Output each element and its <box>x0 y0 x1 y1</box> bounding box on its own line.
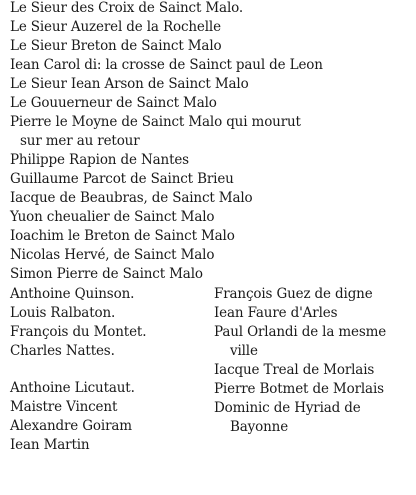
right-column-entry: Iacque Treal de Morlais <box>214 362 375 378</box>
name-entry: Le Gouuerneur de Sainct Malo <box>10 95 217 111</box>
name-entry-continuation: sur mer au retour <box>20 133 140 149</box>
right-column-entry: Iean Faure d'Arles <box>214 305 338 321</box>
name-entry: Nicolas Hervé, de Sainct Malo <box>10 247 215 263</box>
name-entry: Yuon cheualier de Sainct Malo <box>10 209 215 225</box>
name-entry: Pierre le Moyne de Sainct Malo qui mourut <box>10 114 301 130</box>
left-column-entry: Iean Martin <box>10 437 90 453</box>
name-entry: Le Sieur Iean Arson de Sainct Malo <box>10 76 249 92</box>
right-column-entry: Paul Orlandi de la mesme <box>214 324 387 340</box>
right-column-entry-continuation: ville <box>230 343 258 359</box>
right-column-entry: François Guez de digne <box>214 286 373 302</box>
right-column-entry: Pierre Botmet de Morlais <box>214 381 384 397</box>
left-column-entry: Charles Nattes. <box>10 343 115 359</box>
left-column-entry: Anthoine Licutaut. <box>10 380 135 396</box>
name-entry: Philippe Rapion de Nantes <box>10 152 189 168</box>
left-column-entry: Louis Ralbaton. <box>10 305 116 321</box>
name-entry: Iean Carol di: la crosse de Sainct paul de Leon <box>10 57 323 73</box>
name-entry: Guillaume Parcot de Sainct Brieu <box>10 171 234 187</box>
right-column-entry: Dominic de Hyriad de <box>214 400 361 416</box>
left-column-entry: François du Montet. <box>10 324 147 340</box>
name-entry: Le Sieur Auzerel de la Rochelle <box>10 19 221 35</box>
name-entry: Ioachim le Breton de Sainct Malo <box>10 228 235 244</box>
left-column-entry: Alexandre Goiram <box>10 418 132 434</box>
name-entry: Iacque de Beaubras, de Sainct Malo <box>10 190 253 206</box>
right-column-entry-continuation: Bayonne <box>230 419 289 435</box>
left-column-entry: Anthoine Quinson. <box>10 286 135 302</box>
name-entry: Simon Pierre de Sainct Malo <box>10 266 203 282</box>
name-entry: Le Sieur des Croix de Sainct Malo. <box>10 0 244 16</box>
left-column-entry: Maistre Vincent <box>10 399 118 415</box>
name-entry: Le Sieur Breton de Sainct Malo <box>10 38 222 54</box>
